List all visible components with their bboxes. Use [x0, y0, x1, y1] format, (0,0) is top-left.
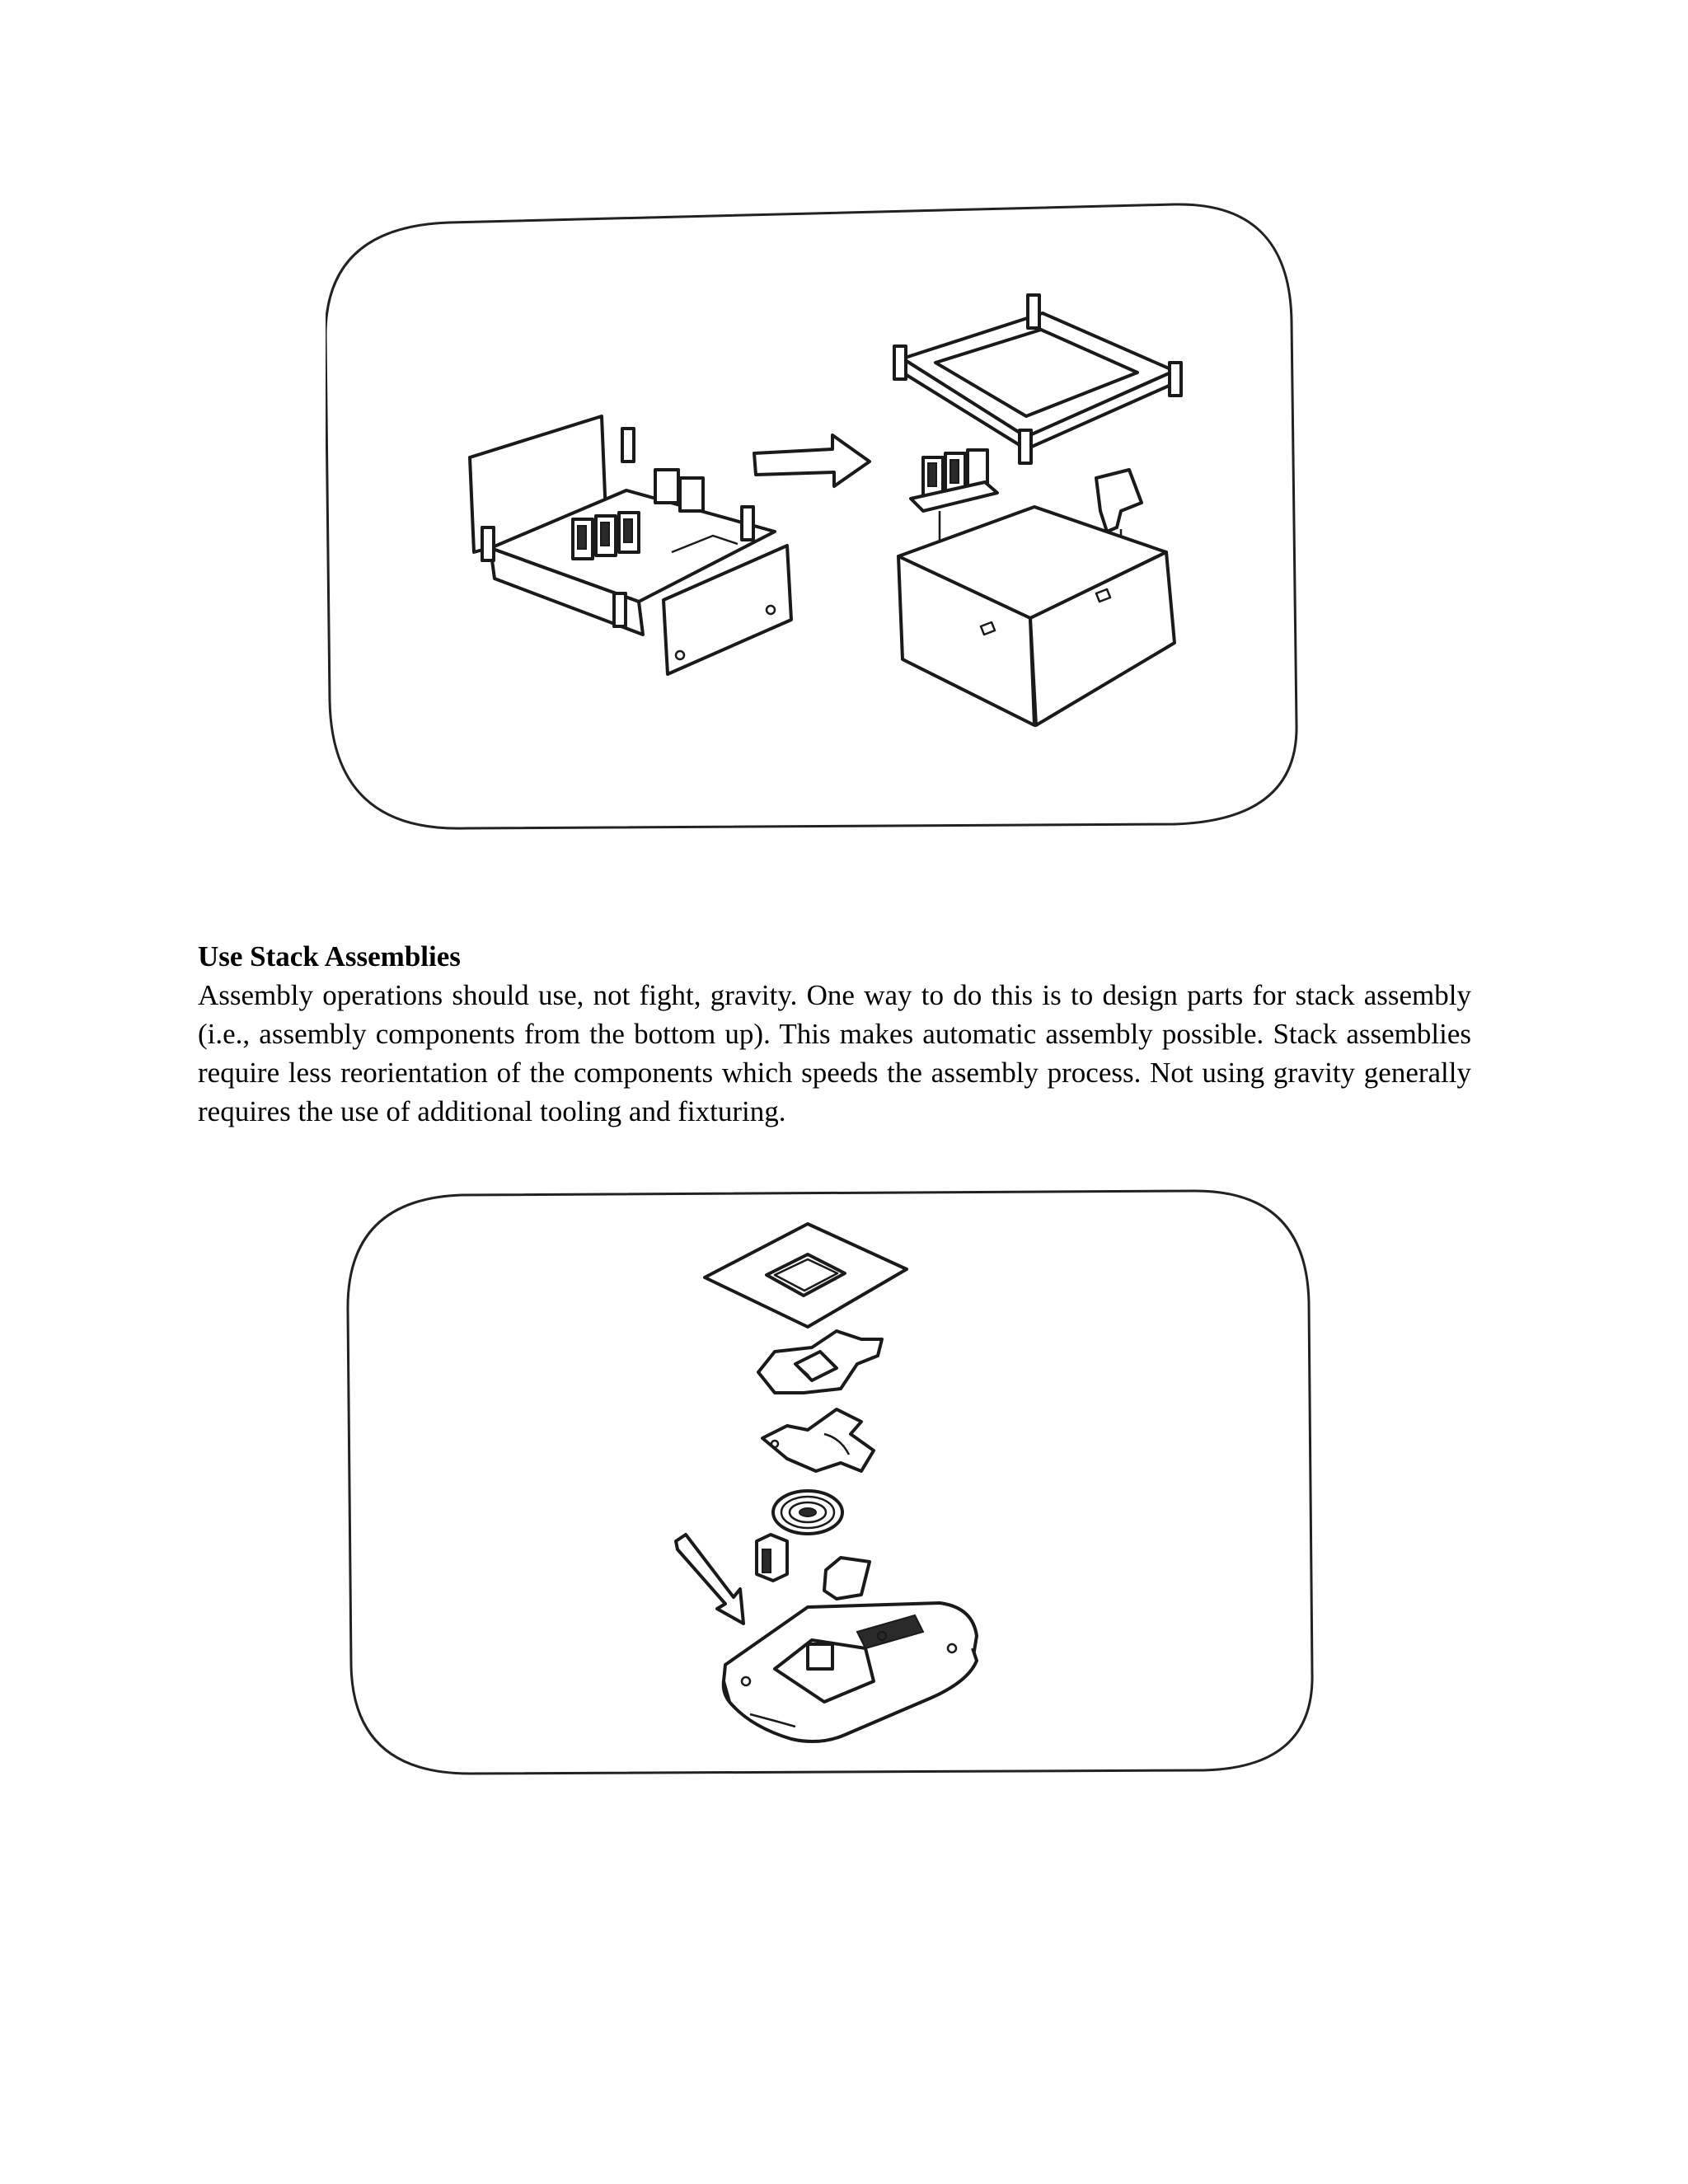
stack-assembly-drawing — [346, 1187, 1331, 1780]
section-paragraph: Assembly operations should use, not fight, gravity. One way to do this is to design parts for stack assembly (i.e., assembly components from the bottom up). This makes automatic assembly possible. Stack assemblies require less reorientation of the components which speeds the assembly process. Not using gravity generally requires the use of additional tooling and fixturing. — [198, 979, 1471, 1127]
chassis-redesign-illustration — [326, 198, 1311, 837]
chassis-redesign-drawing — [326, 198, 1311, 837]
exploded-parts-drawing — [676, 1224, 977, 1741]
stack-assembly-illustration — [346, 1187, 1331, 1780]
original-chassis-drawing — [470, 416, 791, 674]
redesigned-chassis-drawing — [894, 295, 1181, 725]
insertion-arrow — [676, 1535, 743, 1624]
stack-assemblies-section — [198, 938, 1471, 1131]
transition-arrow — [754, 435, 870, 486]
section-heading: Use Stack Assemblies — [198, 940, 461, 972]
